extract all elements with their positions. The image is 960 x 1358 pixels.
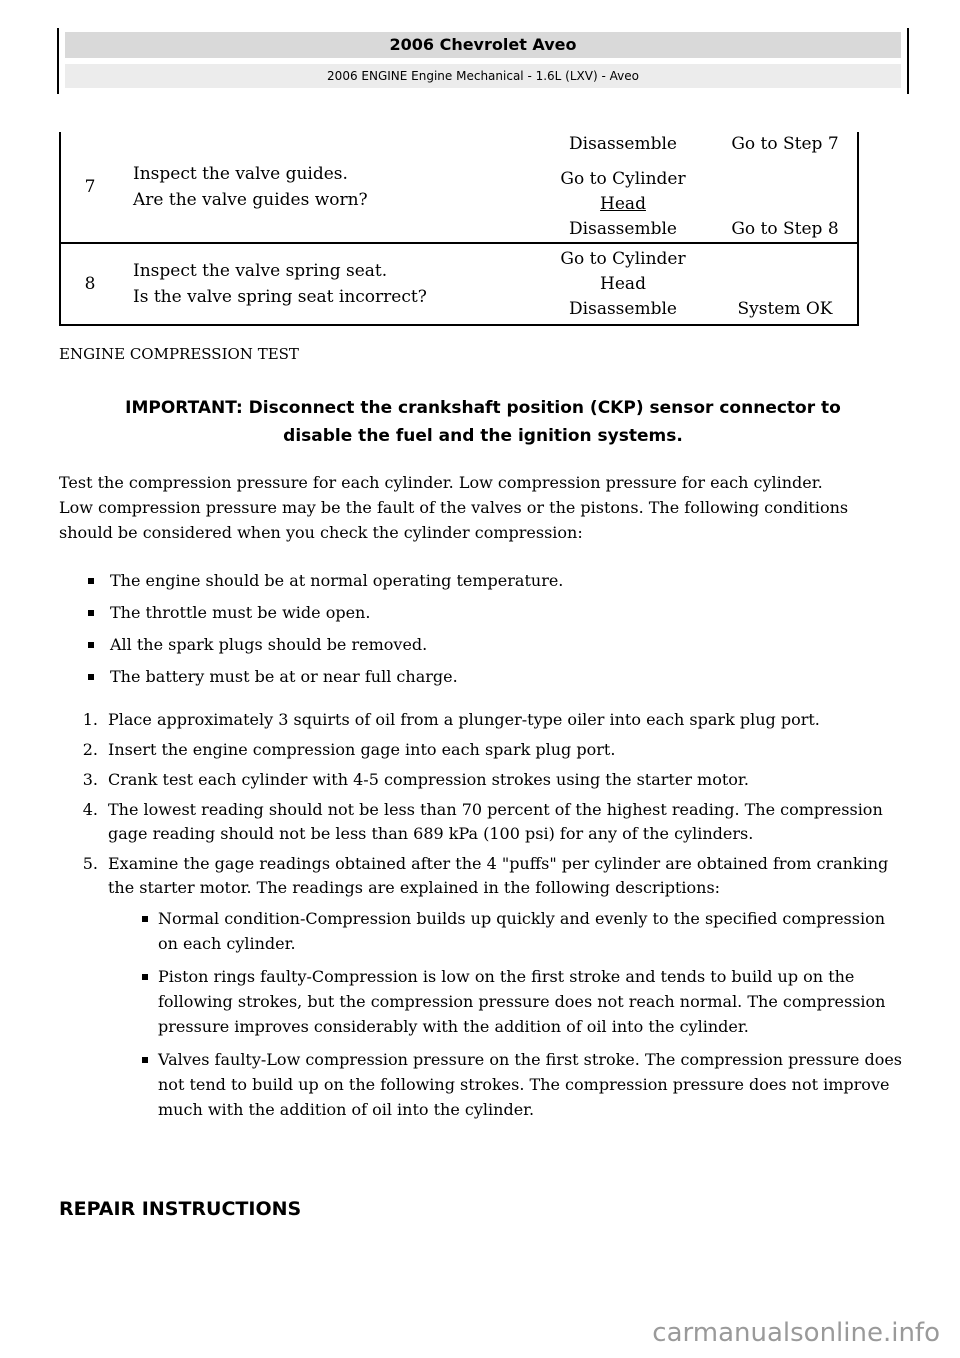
procedure-steps <box>72 708 902 1130</box>
step-text: Examine the gage readings obtained after the 4 "puffs" per cylinder are obtained from cranking the starter motor. The readings are explained in the following descriptions: <box>108 854 889 897</box>
important-line: IMPORTANT: Disconnect the crankshaft position (CKP) sensor connector to <box>125 398 841 418</box>
list-item: All the spark plugs should be removed. <box>86 629 563 661</box>
list-item: The battery must be at or near full charge. <box>86 661 563 693</box>
repair-instructions-title: REPAIR INSTRUCTIONS <box>59 1198 302 1220</box>
step-number: 2. <box>82 740 98 759</box>
step-number: 7 <box>84 177 96 197</box>
descriptions-list <box>108 906 902 1122</box>
yes-line: Disassemble <box>569 219 677 239</box>
list-item <box>72 852 902 1122</box>
no-action <box>713 132 858 243</box>
list-item <box>72 708 902 732</box>
yes-line: Head <box>600 273 646 294</box>
table-row <box>60 132 858 243</box>
step-number: 5. <box>82 854 98 873</box>
section-title: ENGINE COMPRESSION TEST <box>59 345 299 363</box>
step-number: 1. <box>82 710 98 729</box>
no-line: Go to Step 7 <box>731 134 839 154</box>
step-number: 3. <box>82 770 98 789</box>
step-text: Crank test each cylinder with 4-5 compression strokes using the starter motor. <box>108 770 749 789</box>
question-line: Inspect the valve spring seat. <box>133 261 388 281</box>
no-action <box>713 243 858 325</box>
yes-line: Go to Cylinder <box>560 248 686 269</box>
step-question <box>119 132 533 243</box>
step-question <box>119 243 533 325</box>
step-text: Insert the engine compression gage into each spark plug port. <box>108 740 616 759</box>
list-item: The engine should be at normal operating temperature. <box>86 565 563 597</box>
step-text: The lowest reading should not be less than 70 percent of the highest reading. The compression gage reading should not be less than 689 kPa (100 psi) for any of the cylinders. <box>108 800 883 843</box>
yes-action <box>533 243 713 325</box>
yes-line: Disassemble <box>569 134 677 154</box>
list-item: The throttle must be wide open. <box>86 597 563 629</box>
list-item: Normal condition-Compression builds up quickly and evenly to the specified compression on each cylinder. <box>158 906 902 956</box>
step-text: Place approximately 3 squirts of oil from a plunger-type oiler into each spark plug port. <box>108 710 820 729</box>
list-item <box>72 768 902 792</box>
list-item <box>72 798 902 846</box>
important-note <box>59 394 907 450</box>
no-line: System OK <box>737 298 833 319</box>
yes-line: Go to Cylinder <box>560 169 686 189</box>
list-item: Valves faulty-Low compression pressure on the first stroke. The compression pressure does not tend to build up on the following strokes. The compression pressure does not improve much with the addition of oil into the cylinder. <box>158 1047 902 1122</box>
list-item <box>72 738 902 762</box>
diagnostic-table <box>59 132 859 326</box>
document-subtitle: 2006 ENGINE Engine Mechanical - 1.6L (LXV) - Aveo <box>65 64 901 88</box>
yes-line: Disassemble <box>569 298 677 319</box>
intro-paragraph: Test the compression pressure for each cylinder. Low compression pressure for each cylinder. Low compression pressure may be the fault of the valves or the pistons. The following conditions should be considered when you check the cylinder compression: <box>59 473 849 542</box>
document-header <box>57 28 909 94</box>
question-line: Is the valve spring seat incorrect? <box>133 287 427 307</box>
no-line: Go to Step 8 <box>731 219 839 239</box>
document-title: 2006 Chevrolet Aveo <box>65 32 901 58</box>
step-number: 8 <box>60 243 119 325</box>
important-line: disable the fuel and the ignition systems. <box>283 426 683 446</box>
list-item: Piston rings faulty-Compression is low on the first stroke and tends to build up on the following strokes, but the compression pressure does not reach normal. The compression pressure improves considerably with the addition of oil into the cylinder. <box>158 964 902 1039</box>
site-watermark[interactable]: carmanualsonline.info <box>652 1318 940 1348</box>
step-number: 4. <box>82 800 98 819</box>
yes-link[interactable]: Head <box>600 194 646 214</box>
yes-action <box>533 132 713 243</box>
question-line: Are the valve guides worn? <box>133 190 368 210</box>
question-line: Inspect the valve guides. <box>133 164 348 184</box>
conditions-list <box>86 565 563 693</box>
table-row <box>60 243 858 325</box>
